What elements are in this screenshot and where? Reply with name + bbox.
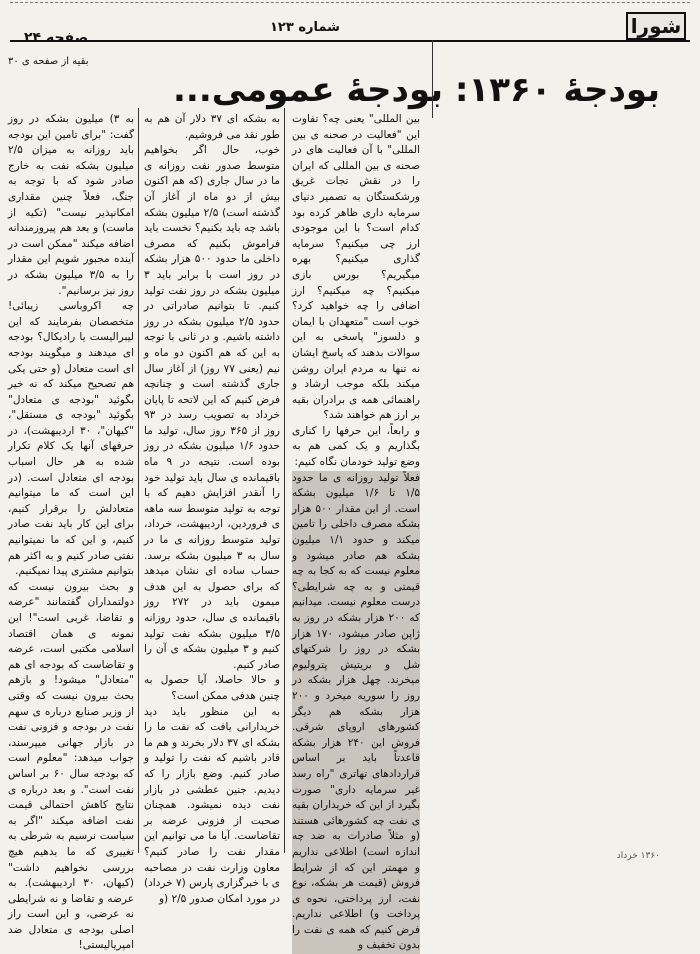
column-divider	[284, 108, 285, 853]
paragraph: به ۳) میلیون بشکه در روز گفت: "برای تامین این بودجه باید روزانه به میزان ۲/۵ میلیون بشکه نفت به خارج صادر شود که با توجه به جنگ، فعلاً چنین مقداری امکانپذیر نیست" (تکیه از ماست) و بعد هم پیروزمندانه اضافه میکند "ممکن است در آینده مجبور شویم این مقدار را به ۳/۵ میلیون بشکه در روز نیز برسانیم".	[8, 113, 135, 297]
paragraph: به بشکه ای ۳۷ دلار آن هم به طور نقد می فروشیم.	[144, 113, 280, 141]
column-divider	[138, 108, 139, 853]
paragraph: و بحث بیرون نیست که دولتمداران گفتمانند "عرضه و تقاضا، غربی است"! این نمونه ی همان اقتصاد اسلامی مکتبی است، عرضه و تقاضاست که بودجه ای هم "متعادل" میشود! و بازهم بحث بیرون نیست که وقتی از وزیر صنایع درباره ی سهم نفت در بودجه و فزونی نفت در بازار جهانی میپرسند، جواب میدهد: "معلوم است که بودجه سال ۶۰ بر اساس نفت است". و بعد درباره ی نتایج کاهش احتمالی قیمت نفت اضافه میکند "اگر به سیاست نرسیم به شرطی به تغییری که ما بدهیم هیچ بررسی نخواهیم داشت" (کیهان، ۳۰ اردیبهشت). به عرضه و تقاضا و نه شرایطی نه عرضی، و این است راز اصلی بودجه ی متعادل ضد امپریالیستی!	[8, 580, 134, 952]
paragraph: و رابعاً، این حرفها را کناری بگذاریم و یک کمی هم به وضع تولید خودمان نگاه کنیم:	[292, 424, 420, 469]
paragraph: چه اکروباسی زیبائی! متخصصان بفرمایند که این لیبرالیست یا رادیکال؟ بودجه ای میدهند و میگویند بودجه ای است متعادل (و حتی یکی هم تصحیح میکند که نه خیر بگوئید "بودجه ی متعادل" بگوئید "بودجه ی مستقل"، "کیهان"، ۳۰ اردیبهشت)، در حرفهای آنها یک کلام تکرار شده به هر حال اسباب بودجه ای متعادل است. (در این است که ما میتوانیم متعادلش را برقرار کنیم، برای این کار باید نفت صادر کنیم، و این که ما نمیتوانیم نفتی صادر کنیم و به اکثر هم بتوانیم مشتری پیدا نمیکنیم.	[8, 300, 134, 578]
paragraph: فعلاً تولید روزانه ی ما حدود ۱/۵ تا ۱/۶ میلیون بشکه است. از این مقدار ۵۰۰ هزار بشکه مصرف داخلی را تامین میکند و حدود ۱/۱ میلیون بشکه هم صادر میشود و معلوم نیست که به کجا به چه قیمتی و به چه شرایطی؟ درست معلوم نیست. میدانیم که ۲۰۰ هزار بشکه در روز به ژاپن صادر میشود، ۱۷۰ هزار بشکه در روز را شرکتهای شل و بریتیش پترولیوم میخرند. چهل هزار بشکه در روز را سوریه میخرد و ۲۰۰ هزار بشکه هم دیگر کشورهای اروپای شرقی. فروش این ۲۴۰ هزار بشکه قاعدتاً باید بر اساس قراردادهای تهاتری "راه رسد غیر سرمایه داری" صورت بگیرد از این که خریداران بقیه ی نفت چه کشورهائی هستند (و مثلاً صادرات به ضد چه اندازه است) اطلاعی نداریم و مهمتر این که از شرایط فروش (قیمت هر بشکه، نوع نفت، ارز پرداختی، نحوه ی پرداخت و) اطلاعی نداریم. فرض کنیم که همه ی نفت را بدون تخفیف و	[292, 471, 420, 954]
page-number: صفحه ۲۴	[24, 30, 89, 46]
continued-from-note: بقیه از صفحه ی ۳۰	[8, 56, 89, 67]
masthead	[10, 6, 690, 46]
paragraph: به این منظور باید دید خریدارانی یافت که نفت ما را بشکه ای ۳۷ دلار بخرند و هم ما قادر باشیم که نفت را تولید و صادر کنیم. وضع بازار را که دیدیم. جنین عطشی در بازار نفت دیده نمیشود. همچنان صحبت از فزونی عرضه بر تقاضاست. آیا ما می توانیم این مقدار نفت را صادر کنیم؟ معاون وزارت نفت در مصاحبه ی با خبرگزاری پارس (۷ خرداد) در مورد امکان صدور ۲/۵ (و	[144, 705, 280, 905]
newspaper-logo: شورا	[626, 12, 686, 40]
masthead-top-rule	[10, 2, 690, 3]
article-column-middle	[144, 112, 281, 905]
paragraph: خوب، حال اگر بخواهیم متوسط صدور نفت روزانه ی ما در سال جاری (که هم اکنون بیش از دو ماه از آغاز آن گذشته است) ۲/۵ میلیون بشکه باشد چه باید بکنیم؟ نخست باید فراموش بکنیم که مصرف داخلی ما حدود ۵۰۰ هزار بشکه در روز است با برابر باید ۳ میلیون بشکه در روز نفت تولید کنیم. تا بتوانیم صادراتی در حدود ۲/۵ میلیون بشکه در روز داشته باشیم. و در ثانی با توجه به این که هم اکنون دو ماه و نیم (یعنی ۷۷ روز) از آغاز سال جاری گذشته است و چنانچه فرض کنیم که این لاتحه تا پایان خرداد به تصویب رسد در ۹۳ روز از ۳۶۵ روز سال، تولید ما حدود ۱/۶ میلیون بشکه در روز بوده است. نتیجه در ۹ ماه باقیمانده ی سال باید تولید خود را آنقدر افزایش دهیم که با توجه به تولید متوسط سه ماهه ی فروردین، اردیبهشت، خرداد، تولید متوسط روزانه ی ما در سال به ۳ میلیون بشکه برسد. حساب ساده ای نشان میدهد که برای حصول به این هدف میمون باید در ۲۷۲ روز باقیمانده ی سال، حدود روزانه ۳/۵ میلیون بشکه نفت تولید کنیم و ۳ میلیون بشکه ی آن را صادر کنیم.	[144, 144, 281, 671]
article-headline: بودجهٔ ۱۳۶۰: بودجهٔ عمومی...	[173, 70, 660, 110]
footer-note: ۱۳۶۰ خرداد	[616, 851, 660, 861]
issue-number: شماره ۱۲۳	[270, 20, 340, 35]
paragraph: و حالا حاصلا، آیا حصول به چنین هدفی ممکن است؟	[144, 674, 280, 702]
article-column-left	[8, 112, 135, 952]
paragraph: بین المللی" یعنی چه؟ تفاوت این "فعالیت در صحنه ی بین المللی" با آن فعالیت های در صحنه ی بین المللی که ایران را در نقش تجات غریق ورشکستگان به تصمیر دنیای سرمایه داری ظاهر کرده بود کدام است؟ با این موجودی ارز چی میکنیم؟ سرمایه گذاری میکنیم؟ بهره میگیریم؟ بورس بازی میکنیم؟ چه میکنیم؟ ارز اضافی را چه خواهید کرد؟ خوب است "متعهدان با ایمان و دلسوز" پاسخی به این سوالات بدهند که پاسخ ایشان نه تنها به مردم ایران روشن میکند بلکه موجب ارشاد و راهنمائی همه ی برادران بقیه بر ارز هم خواهند شد؟	[292, 113, 420, 422]
article-column-right	[292, 112, 421, 952]
column-divider	[432, 40, 433, 118]
